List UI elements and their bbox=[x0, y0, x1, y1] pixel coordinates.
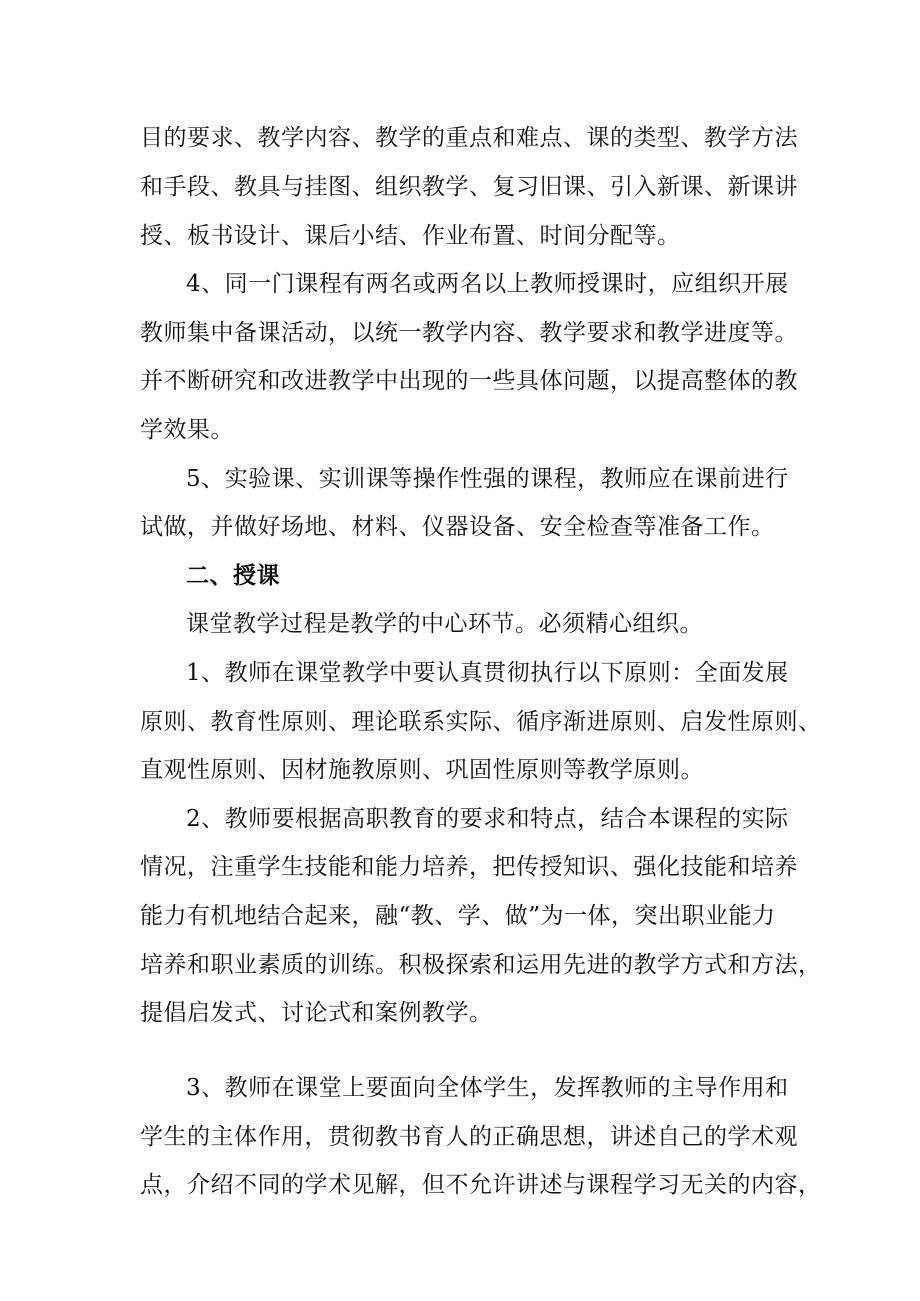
text-line: 原则、教育性原则、理论联系实际、循序渐进原则、启发性原则、 bbox=[140, 709, 822, 735]
paragraph-1-start: 1、教师在课堂教学中要认真贯彻执行以下原则：全面发展 bbox=[186, 660, 789, 686]
text-line: 并不断研究和改进教学中出现的一些具体问题，以提高整体的教 bbox=[140, 368, 798, 394]
section-heading-teaching: 二、授课 bbox=[186, 563, 280, 589]
text-line: 培养和职业素质的训练。积极探索和运用先进的教学方式和方法， bbox=[140, 952, 822, 978]
paragraph-2-start: 2、教师要根据高职教育的要求和特点，结合本课程的实际 bbox=[186, 806, 789, 832]
text-line: 能力有机地结合起来，融“教、学、做”为一体，突出职业能力 bbox=[140, 903, 776, 929]
text-line: 目的要求、教学内容、教学的重点和难点、课的类型、教学方法 bbox=[140, 125, 798, 151]
text-line: 学生的主体作用，贯彻教书育人的正确思想，讲述自己的学术观 bbox=[140, 1124, 798, 1150]
paragraph-4-start: 4、同一门课程有两名或两名以上教师授课时，应组织开展 bbox=[186, 271, 789, 297]
text-line: 授、板书设计、课后小结、作业布置、时间分配等。 bbox=[140, 223, 681, 249]
paragraph-5-start: 5、实验课、实训课等操作性强的课程，教师应在课前进行 bbox=[186, 466, 789, 492]
text-line: 学效果。 bbox=[140, 417, 234, 443]
section-intro: 课堂教学过程是教学的中心环节。必须精心组织。 bbox=[186, 611, 703, 637]
text-line: 情况，注重学生技能和能力培养，把传授知识、强化技能和培养 bbox=[140, 854, 798, 880]
text-line: 教师集中备课活动，以统一教学内容、教学要求和教学进度等。 bbox=[140, 320, 798, 346]
text-line: 提倡启发式、讨论式和案例教学。 bbox=[140, 1000, 493, 1026]
text-line: 试做，并做好场地、材料、仪器设备、安全检查等准备工作。 bbox=[140, 514, 775, 540]
text-line: 和手段、教具与挂图、组织教学、复习旧课、引入新课、新课讲 bbox=[140, 174, 798, 200]
paragraph-3-start: 3、教师在课堂上要面向全体学生，发挥教师的主导作用和 bbox=[186, 1075, 789, 1101]
text-line: 点，介绍不同的学术见解，但不允许讲述与课程学习无关的内容， bbox=[140, 1172, 822, 1198]
text-line: 直观性原则、因材施教原则、巩固性原则等教学原则。 bbox=[140, 757, 704, 783]
